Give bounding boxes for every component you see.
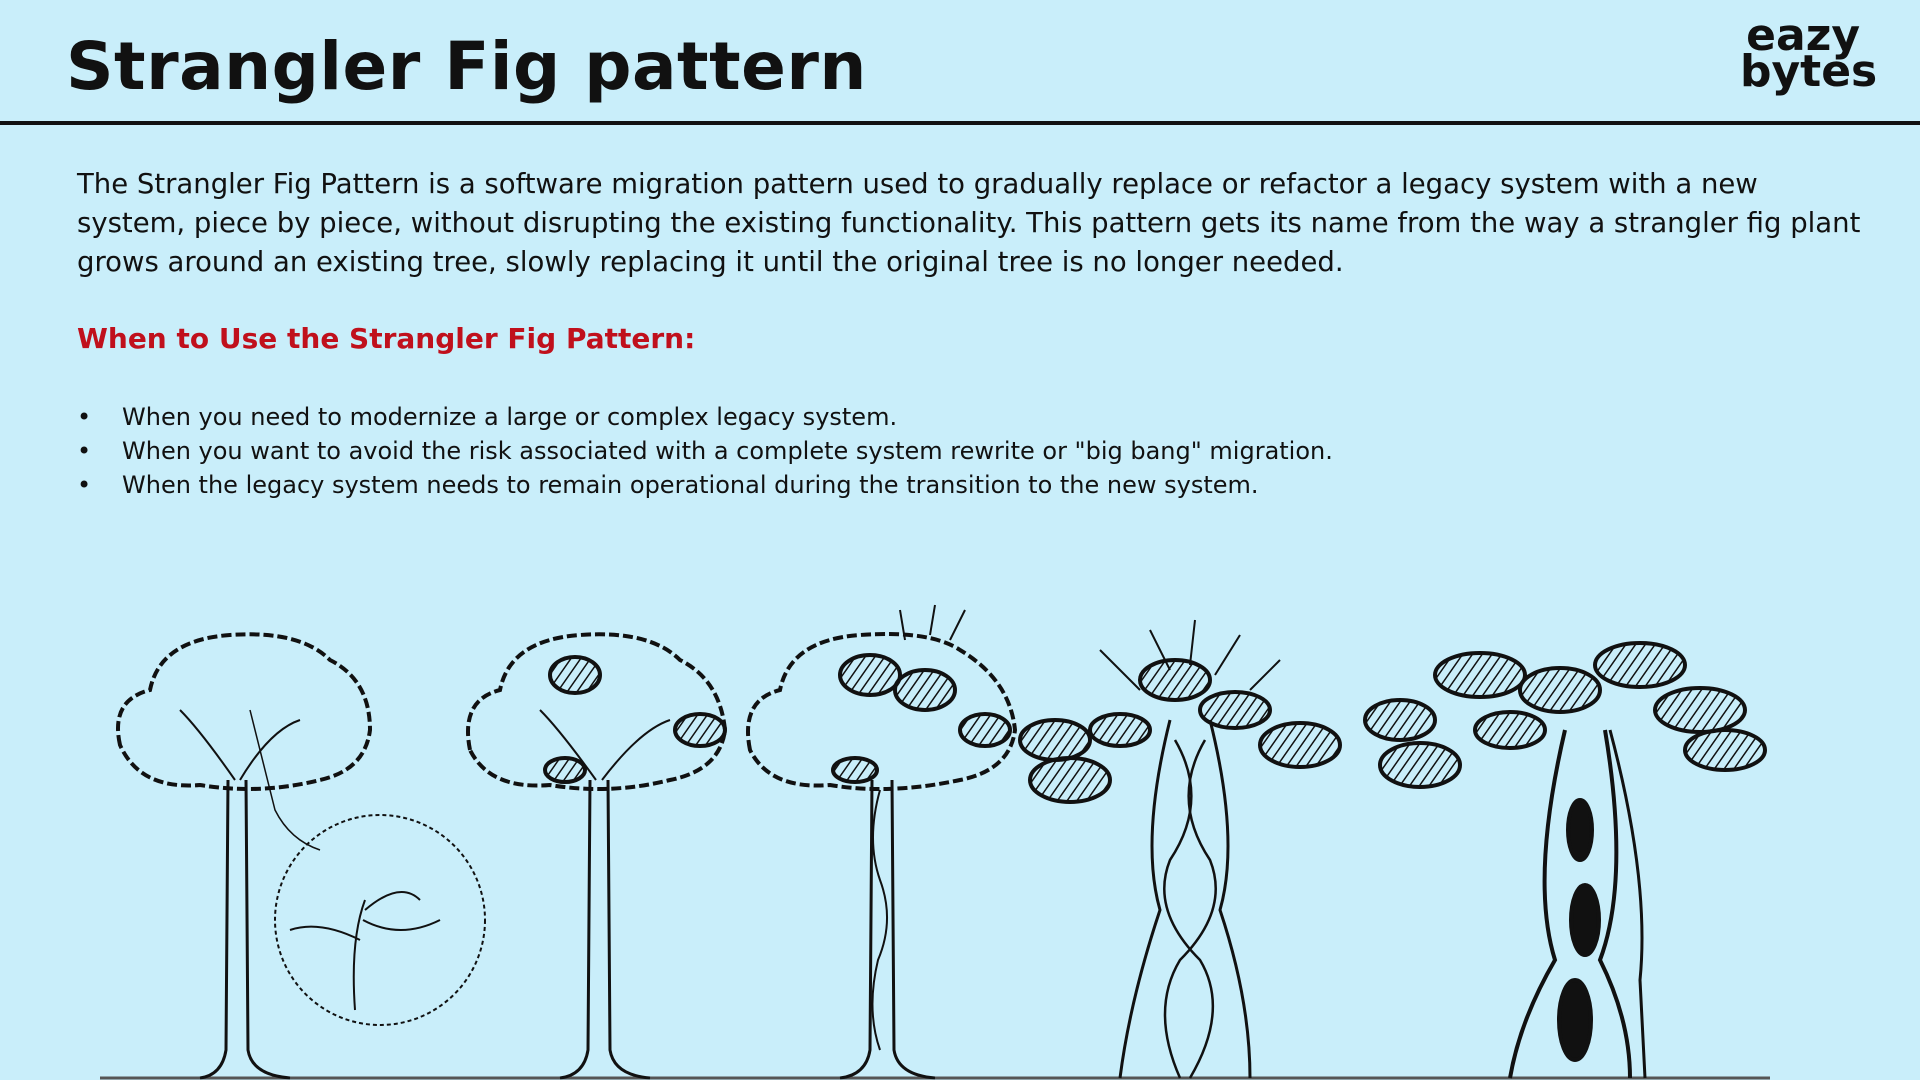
list-item: • When you want to avoid the risk associated with a complete system rewrite or "big bang" migration. <box>77 434 1677 468</box>
list-item: • When the legacy system needs to remain operational during the transition to the new system. <box>77 468 1677 502</box>
tree-stage-2 <box>468 634 725 1078</box>
strangler-fig-growth-stages-icon <box>0 580 1920 1080</box>
tree-stage-5 <box>1365 643 1765 1078</box>
logo-line-1: eazy <box>1746 10 1860 61</box>
page-title: Strangler Fig pattern <box>66 28 867 105</box>
list-item: • When you need to modernize a large or complex legacy system. <box>77 400 1677 434</box>
tree-stage-4 <box>1020 620 1340 1078</box>
tree-stage-1 <box>118 634 485 1078</box>
logo-line-2: bytes <box>1740 46 1878 97</box>
header <box>0 0 1920 125</box>
tree-stage-3 <box>748 605 1015 1078</box>
intro-paragraph: The Strangler Fig Pattern is a software migration pattern used to gradually replace or refactor a legacy system with a new system, piece by piece, without disrupting the existing functionality. This pattern gets its name from the way a strangler fig plant grows around an existing tree, slowly replacing it until the original tree is no longer needed. <box>77 168 1861 278</box>
brand-logo <box>1740 10 1878 97</box>
bullet-list <box>77 400 1677 502</box>
section-heading: When to Use the Strangler Fig Pattern: <box>77 322 696 355</box>
